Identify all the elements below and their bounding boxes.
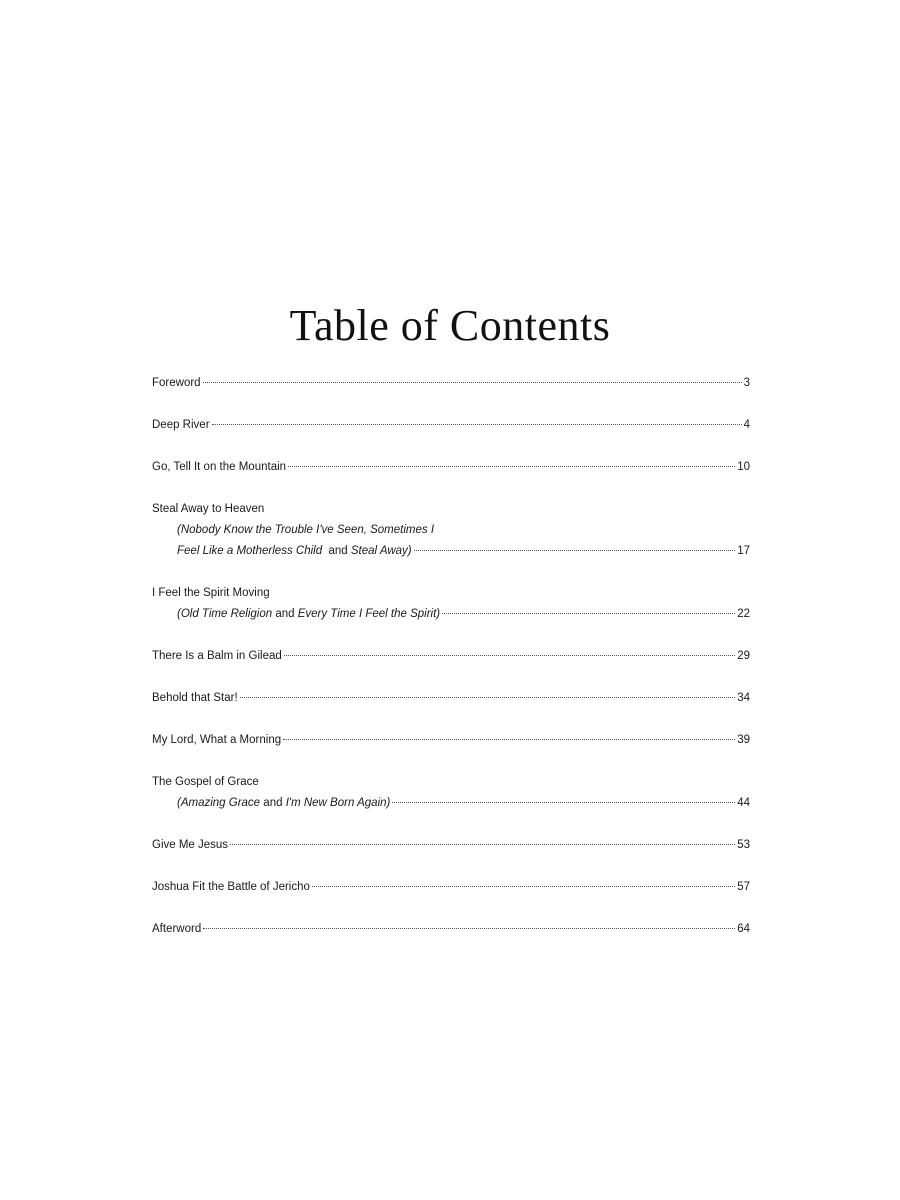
toc-subtitle-line (152, 793, 750, 814)
entry-spacer (152, 478, 750, 499)
dot-leader (288, 466, 735, 467)
toc-entry-title: There Is a Balm in Gilead (152, 650, 282, 662)
dot-leader (203, 382, 742, 383)
toc-line (152, 688, 750, 709)
toc-line (152, 646, 750, 667)
toc-line (152, 499, 750, 520)
toc-page-number: 44 (737, 797, 750, 809)
toc-entry-title: Give Me Jesus (152, 839, 229, 851)
toc-page-number: 34 (737, 692, 750, 704)
toc-list (152, 373, 750, 940)
toc-page-number: 22 (737, 608, 750, 620)
dot-leader (284, 655, 735, 656)
toc-page-number: 39 (737, 734, 750, 746)
subtitle-conjunction: and (263, 797, 283, 809)
toc-line (152, 919, 750, 940)
subtitle-conjunction: and (275, 608, 295, 620)
toc-page-number: 29 (737, 650, 750, 662)
toc-entry-give-me-jesus (152, 835, 750, 856)
toc-entry-subtitle (177, 604, 440, 625)
toc-entry-steal-away (152, 499, 750, 562)
toc-entry-title: Foreword (152, 377, 201, 389)
toc-page-number: 64 (737, 923, 750, 935)
toc-entry-title: Go, Tell It on the Mountain (152, 461, 287, 473)
toc-entry-title: Afterword (152, 923, 202, 935)
toc-entry-joshua (152, 877, 750, 898)
dot-leader (230, 844, 735, 845)
entry-spacer (152, 709, 750, 730)
toc-subtitle-line (152, 541, 750, 562)
dot-leader (414, 550, 736, 551)
toc-page-number: 3 (743, 377, 750, 389)
toc-line (152, 373, 750, 394)
dot-leader (392, 802, 735, 803)
entry-spacer (152, 562, 750, 583)
subtitle-part: I'm New Born Again) (285, 797, 391, 809)
dot-leader (312, 886, 735, 887)
subtitle-part: Feel Like a Motherless Child (177, 545, 323, 557)
toc-line (152, 835, 750, 856)
dot-leader (442, 613, 735, 614)
toc-line (152, 730, 750, 751)
toc-page-number: 57 (737, 881, 750, 893)
toc-entry-title: Deep River (152, 419, 210, 431)
toc-page-number: 4 (743, 419, 750, 431)
toc-line (152, 415, 750, 436)
toc-line (152, 877, 750, 898)
entry-spacer (152, 436, 750, 457)
toc-entry-subtitle: (Nobody Know the Trouble I've Seen, Sometimes I (177, 524, 435, 536)
toc-page-number: 53 (737, 839, 750, 851)
toc-line (152, 772, 750, 793)
entry-spacer (152, 394, 750, 415)
toc-entry-title: My Lord, What a Morning (152, 734, 282, 746)
toc-entry-behold-star (152, 688, 750, 709)
toc-line (152, 457, 750, 478)
toc-entry-go-tell-it (152, 457, 750, 478)
entry-spacer (152, 898, 750, 919)
subtitle-part: (Old Time Religion (177, 608, 273, 620)
entry-spacer (152, 625, 750, 646)
toc-entry-foreword (152, 373, 750, 394)
dot-leader (203, 928, 735, 929)
entry-spacer (152, 814, 750, 835)
toc-entry-gospel-grace (152, 772, 750, 814)
dot-leader (240, 697, 736, 698)
page-title: Table of Contents (289, 301, 611, 350)
toc-entry-deep-river (152, 415, 750, 436)
subtitle-part: Every Time I Feel the Spirit) (297, 608, 441, 620)
toc-page-number: 10 (737, 461, 750, 473)
entry-spacer (152, 751, 750, 772)
toc-entry-title: Behold that Star! (152, 692, 238, 704)
entry-spacer (152, 667, 750, 688)
toc-entry-afterword (152, 919, 750, 940)
dot-leader (283, 739, 735, 740)
toc-subtitle-line (152, 520, 750, 541)
dot-leader (212, 424, 742, 425)
toc-entry-title: Joshua Fit the Battle of Jericho (152, 881, 310, 893)
toc-page-number: 17 (737, 545, 750, 557)
toc-entry-my-lord (152, 730, 750, 751)
toc-entry-title: The Gospel of Grace (152, 776, 259, 788)
subtitle-conjunction: and (328, 545, 348, 557)
toc-entry-title: Steal Away to Heaven (152, 503, 265, 515)
subtitle-part: (Amazing Grace (177, 797, 261, 809)
toc-entry-feel-spirit (152, 583, 750, 625)
toc-subtitle-line (152, 604, 750, 625)
entry-spacer (152, 856, 750, 877)
subtitle-part: Steal Away) (350, 545, 412, 557)
toc-entry-balm-gilead (152, 646, 750, 667)
toc-line (152, 583, 750, 604)
toc-entry-subtitle (177, 541, 412, 562)
toc-entry-title: I Feel the Spirit Moving (152, 587, 270, 599)
toc-entry-subtitle (177, 793, 390, 814)
